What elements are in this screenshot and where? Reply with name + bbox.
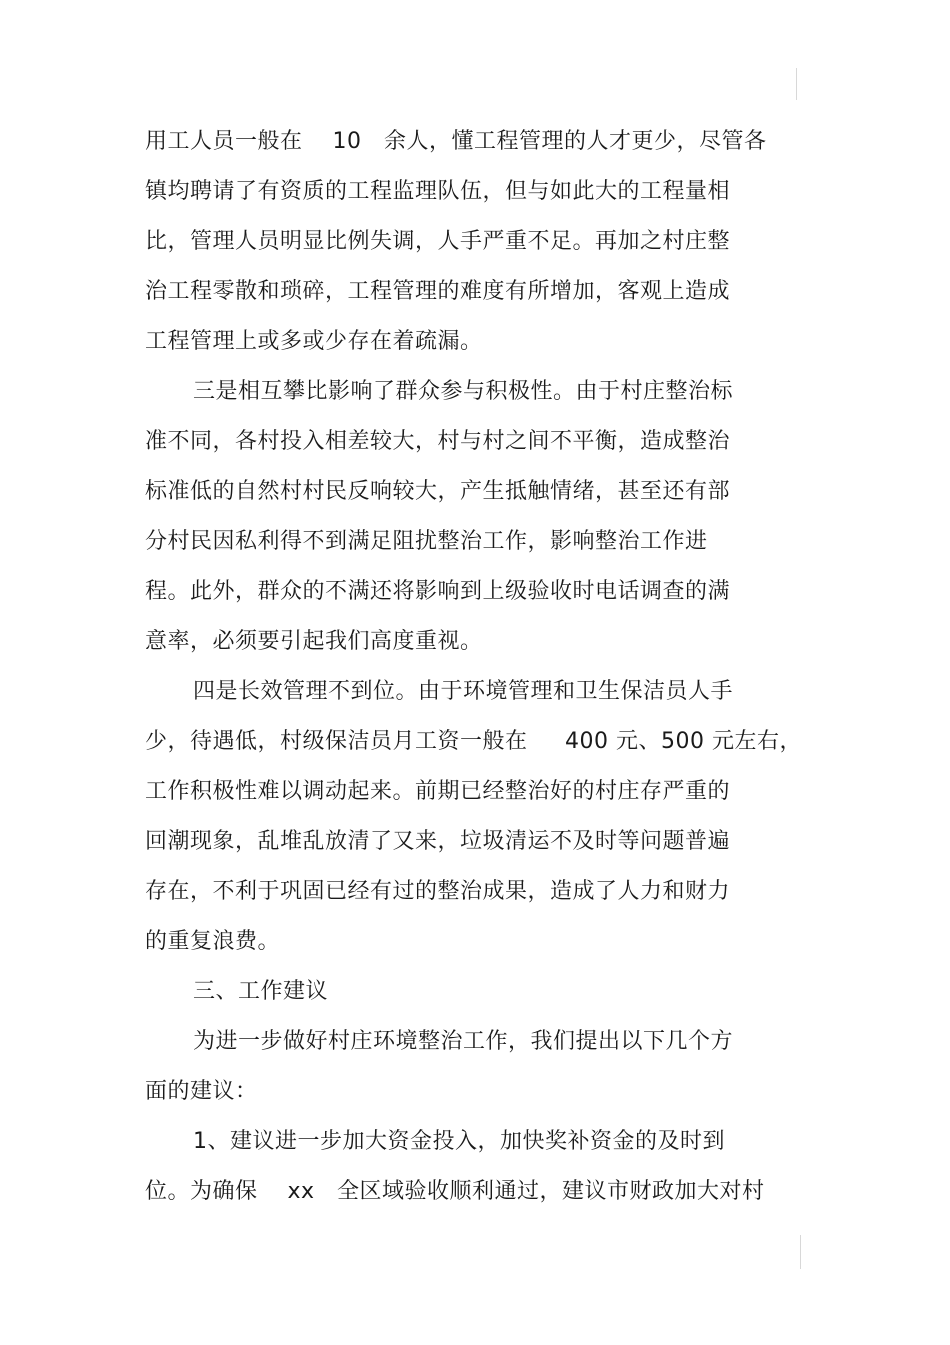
text-line-22: 位。为确保 xx 全区域验收顺利通过，建议市财政加大对村 bbox=[145, 1179, 765, 1204]
text-line-15: 回潮现象，乱堆乱放清了又来，垃圾清运不及时等问题普遍 bbox=[145, 829, 731, 854]
text-line-20: 面的建议： bbox=[145, 1079, 258, 1104]
paragraph-three-start: 三是相互攀比影响了群众参与积极性。由于村庄整治标 bbox=[193, 379, 734, 404]
text-line-7: 准不同，各村投入相差较大，村与村之间不平衡，造成整治 bbox=[145, 429, 731, 454]
text-line-3: 比，管理人员明显比例失调，人手严重不足。再加之村庄整 bbox=[145, 229, 731, 254]
text-line-11: 意率，必须要引起我们高度重视。 bbox=[145, 629, 483, 654]
suggestion-item-1: 1、建议进一步加大资金投入，加快奖补资金的及时到 bbox=[193, 1129, 725, 1154]
section-heading-work-suggestions: 三、工作建议 bbox=[193, 979, 329, 1004]
text-line-13: 少，待遇低，村级保洁员月工资一般在 400 元、500 元左右， bbox=[145, 729, 802, 754]
text-line-17: 的重复浪费。 bbox=[145, 929, 281, 954]
paragraph-suggestions-intro: 为进一步做好村庄环境整治工作，我们提出以下几个方 bbox=[193, 1029, 734, 1054]
paragraph-four-start: 四是长效管理不到位。由于环境管理和卫生保洁员人手 bbox=[193, 679, 734, 704]
text-line-4: 治工程零散和琐碎，工程管理的难度有所增加，客观上造成 bbox=[145, 279, 731, 304]
text-line-10: 程。此外，群众的不满还将影响到上级验收时电话调查的满 bbox=[145, 579, 731, 604]
text-line-16: 存在，不利于巩固已经有过的整治成果，造成了人力和财力 bbox=[145, 879, 731, 904]
top-margin-mark bbox=[796, 68, 797, 100]
text-line-9: 分村民因私利得不到满足阻扰整治工作，影响整治工作进 bbox=[145, 529, 708, 554]
text-line-5: 工程管理上或多或少存在着疏漏。 bbox=[145, 329, 483, 354]
bottom-margin-mark bbox=[800, 1235, 801, 1269]
text-line-2: 镇均聘请了有资质的工程监理队伍，但与如此大的工程量相 bbox=[145, 179, 731, 204]
text-line-1: 用工人员一般在 10 余人，懂工程管理的人才更少，尽管各 bbox=[145, 129, 767, 154]
text-line-14: 工作积极性难以调动起来。前期已经整治好的村庄存严重的 bbox=[145, 779, 731, 804]
text-line-8: 标准低的自然村村民反响较大，产生抵触情绪，甚至还有部 bbox=[145, 479, 731, 504]
